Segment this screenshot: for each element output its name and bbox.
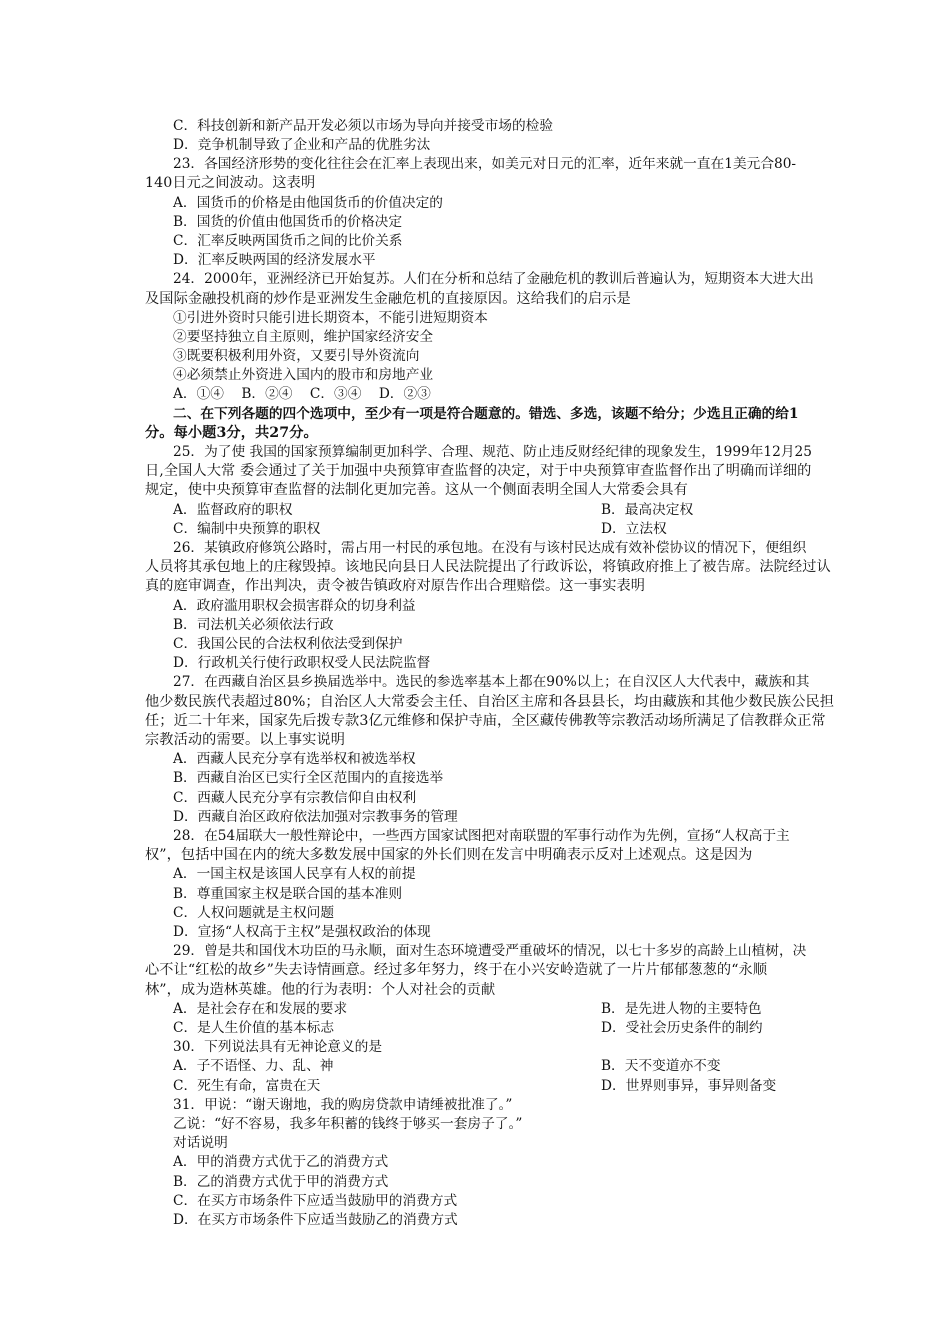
q31-option-d: D．在买方市场条件下应适当鼓励乙的消费方式 [173,1212,458,1228]
q30-option-b: B．天不变道亦不变 [601,1058,721,1074]
q30-stem: 30．下列说法具有无神论意义的是 [173,1039,383,1055]
q29-stem-cont-1: 心不让“红松的故乡”失去诗情画意。经过多年努力，终于在小兴安岭造就了一片片郁郁葱葱的“永顺 [145,962,768,978]
q24-statement-4: ④必须禁止外资进入国内的股市和房地产业 [173,367,434,383]
q26-option-c: C．我国公民的合法权利依法受到保护 [173,636,403,652]
q31-stem: 31．甲说：“谢天谢地，我的购房贷款申请缍被批准了。” [173,1097,513,1113]
q25-option-c: C．编制中央预算的职权 [173,521,321,537]
q29-options-row-2 [173,1019,950,1038]
q27-option-c: C．西藏人民充分享有宗教信仰自由权利 [173,790,417,806]
q24-statement-3: ③既要积极利用外资，又要引导外资流向 [173,348,420,364]
q28-option-c: C．人权问题就是主权问题 [173,905,335,921]
q28-option-a: A．一国主权是该国人民享有人权的前提 [173,866,416,882]
q25-stem-cont-2: 规定，使中央预算审查监督的法制化更加完善。这从一个侧面表明全国人大常委会具有 [145,482,688,498]
q29-options-row-1 [173,1000,950,1019]
q31-option-a: A．甲的消费方式优于乙的消费方式 [173,1154,389,1170]
q26-stem-cont-2: 真的庭审调查，作出判决，责令被告镇政府对原告作出合理赔偿。这一事实表明 [145,578,646,594]
section-2-heading-cont: 分。每小题3分，共27分。 [145,425,318,441]
q23-option-b: B．国货的价值由他国货币的价格决定 [173,214,403,230]
q24-options: A．①④ B．②④ C．③④ D．②③ [173,386,431,402]
q27-stem: 27．在西藏自治区县乡换届选举中。选民的参选率基本上都在90%以上；在自汉区人大代表中，藏族和其 [173,674,810,690]
q30-options-row-2 [173,1077,950,1096]
q30-option-d: D．世界则事异，事异则备变 [601,1078,777,1094]
q25-stem-cont-1: 日,全国人大常 委会通过了关于加强中央预算审查监督的决定，对于中央预算审查监督作出了明确而详细的 [145,463,812,479]
q22-option-c: C．科技创新和新产品开发必须以市场为导向并接受市场的检验 [173,118,554,134]
section-2-heading: 二、在下列各题的四个选项中，至少有一项是符合题意的。错选、多选，该题不给分；少选且正确的给1 [173,406,799,422]
q30-options-row-1 [173,1057,950,1076]
q28-option-b: B．尊重国家主权是联合国的基本准则 [173,886,403,902]
q31-option-c: C．在买方市场条件下应适当鼓励甲的消费方式 [173,1193,458,1209]
q28-stem: 28．在54届联大一般性辩论中，一些西方国家试图把对南联盟的军事行动作为先例，宣扬“人权高于主 [173,828,790,844]
q31-stem-cont-2: 对话说明 [173,1135,228,1151]
q25-option-d: D．立法权 [601,521,667,537]
q27-stem-cont-3: 宗教活动的需要。以上事实说明 [145,732,346,748]
q28-option-d: D．宣扬“人权高于主权”是强权政治的体现 [173,924,431,940]
q27-option-a: A．西藏人民充分享有选举权和被选举权 [173,751,416,767]
q29-option-a: A．是社会存在和发展的要求 [173,1001,348,1017]
q23-option-c: C．汇率反映两国货币之间的比价关系 [173,233,403,249]
q28-stem-cont: 权”，包括中国在内的统大多数发展中国家的外长们则在发言中明确表示反对上述观点。这是因为 [145,847,753,863]
q29-option-c: C．是人生价值的基本标志 [173,1020,335,1036]
q26-option-b: B．司法机关必须依法行政 [173,617,334,633]
q26-option-a: A．政府滥用职权会损害群众的切身利益 [173,598,416,614]
q24-stem-cont: 及国际金融投机商的炒作是亚洲发生金融危机的直接原因。这给我们的启示是 [145,291,631,307]
q24-stem: 24．2000年，亚洲经济已开始复苏。人们在分析和总结了金融危机的教训后普遍认为，短期资本大进大出 [173,271,814,287]
q31-option-b: B．乙的消费方式优于甲的消费方式 [173,1174,389,1190]
q23-stem: 23．各国经济形势的变化往往会在汇率上表现出来，如美元对日元的汇率，近年来就一直在1美元合80- [173,156,797,172]
q22-option-d: D．竞争机制导致了企业和产品的优胜劣汰 [173,137,431,153]
q27-option-d: D．西藏自治区政府依法加强对宗教事务的管理 [173,809,458,825]
q29-stem-cont-2: 林”，成为造林英雄。他的行为表明：个人对社会的贡献 [145,982,496,998]
q23-option-d: D．汇率反映两国的经济发展水平 [173,252,376,268]
q29-option-b: B．是先进人物的主要特色 [601,1001,762,1017]
q24-statement-1: ①引进外资时只能引进长期资本，不能引进短期资本 [173,310,488,326]
q24-statement-2: ②要坚持独立自主原则，维护国家经济安全 [173,329,434,345]
q25-stem: 25．为了使 我国的国家预算编制更加科学、合理、规范、防止违反财经纪律的现象发生，1999年12月25 [173,444,812,460]
q26-stem: 26．某镇政府修筑公路时，需占用一村民的承包地。在没有与该村民达成有效补偿协议的情况下，便组织 [173,540,807,556]
q30-option-a: A．子不语怪、力、乱、神 [173,1058,334,1074]
q26-option-d: D．行政机关行使行政职权受人民法院监督 [173,655,431,671]
q26-stem-cont-1: 人员将其承包地上的庄稼毁掉。该地民向县日人民法院提出了行政诉讼，将镇政府推上了被告席。法院经过认 [145,559,831,575]
q25-options-row-1 [173,501,950,520]
q30-option-c: C．死生有命，富贵在天 [173,1078,321,1094]
q31-stem-cont-1: 乙说：“好不容易，我多年积蓄的钱终于够买一套房子了。” [173,1116,523,1132]
q23-option-a: A．国货币的价格是由他国货币的价值决定的 [173,195,443,211]
q23-stem-cont: 140日元之间波动。这表明 [145,175,316,191]
q27-option-b: B．西藏自治区已实行全区范围内的直接选举 [173,770,444,786]
q25-option-a: A．监督政府的职权 [173,502,293,518]
q29-option-d: D．受社会历史条件的制约 [601,1020,763,1036]
q25-options-row-2 [173,520,950,539]
q27-stem-cont-2: 任；近二十年来，国家先后拨专款3亿元维修和保护寺庙，全区藏传佛教等宗教活动场所满足了信教群众正常 [145,713,826,729]
q25-option-b: B．最高决定权 [601,502,694,518]
q27-stem-cont-1: 他少数民族代表超过80%；自治区人大常委会主任、自治区主席和各县县长，均由藏族和其他少数民族公民担 [145,694,835,710]
q29-stem: 29．曾是共和国伐木功臣的马永顺，面对生态环境遭受严重破坏的情况，以七十多岁的高龄上山植树，决 [173,943,807,959]
